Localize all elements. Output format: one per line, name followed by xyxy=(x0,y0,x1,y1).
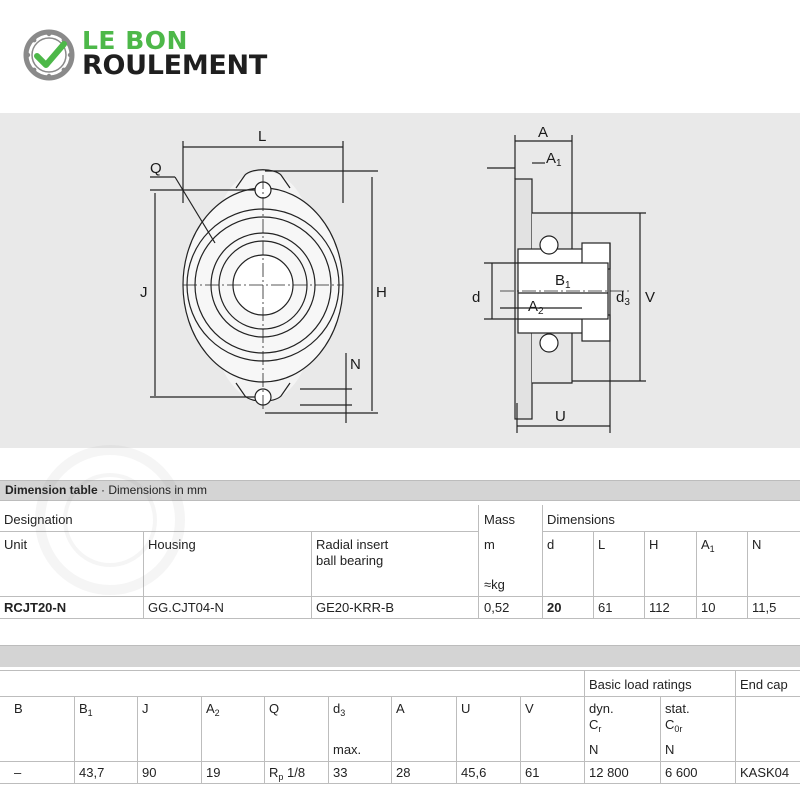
header-mass: Mass xyxy=(484,512,516,527)
table-title-bold: Dimension table xyxy=(5,483,98,497)
divider xyxy=(0,618,800,619)
header-d: d xyxy=(547,537,555,552)
dim-label-A2: $A_2$ xyxy=(528,298,544,317)
header-A1: $A_1$ xyxy=(701,537,715,554)
cell-C0r: 6 600 xyxy=(665,765,698,780)
header-C0r-unit: N xyxy=(665,742,675,757)
header-A: A xyxy=(396,701,405,716)
cell-d: 20 xyxy=(547,600,562,615)
cell-H: 112 xyxy=(649,600,670,615)
cell-mass: 0,52 xyxy=(484,600,510,615)
cell-N: 11,5 xyxy=(752,600,777,615)
header-load-ratings: Basic load ratings xyxy=(589,677,692,692)
cell-unit: RCJT20-N xyxy=(4,600,67,615)
header-end-cap: End cap xyxy=(740,677,788,692)
dim-label-N: N xyxy=(350,356,361,373)
cell-insert: GE20-KRR-B xyxy=(316,600,395,615)
technical-drawing xyxy=(0,113,800,448)
drawing-svg xyxy=(0,113,800,448)
divider xyxy=(478,505,479,618)
header-B1: $B_1$ xyxy=(79,701,93,718)
header-housing: Housing xyxy=(148,537,196,552)
header-H: H xyxy=(649,537,659,552)
cell-V: 61 xyxy=(525,765,540,780)
header-V: V xyxy=(525,701,534,716)
header-Q: Q xyxy=(269,701,280,716)
cell-L: 61 xyxy=(598,600,613,615)
brand-logo xyxy=(22,26,302,86)
table-separator-bar xyxy=(0,645,800,667)
cell-A2: 19 xyxy=(206,765,221,780)
divider xyxy=(0,696,800,697)
divider xyxy=(542,531,800,532)
header-d3-max: max. xyxy=(333,742,362,757)
divider xyxy=(0,670,800,671)
header-kg: ≈kg xyxy=(484,577,505,592)
header-dyn: dyn. xyxy=(589,701,614,716)
header-A2: $A_2$ xyxy=(206,701,220,718)
header-C0r: $C_{0r}$ xyxy=(665,717,683,734)
divider xyxy=(0,783,800,784)
dim-label-L: L xyxy=(258,128,267,145)
brand-name-line2: ROULEMENT xyxy=(82,50,267,81)
divider xyxy=(0,596,800,597)
header-insert-line2: ball bearing xyxy=(316,553,384,568)
cell-end-cap: KASK04 xyxy=(740,765,790,780)
dim-label-d: d xyxy=(472,289,481,306)
header-U: U xyxy=(461,701,471,716)
divider xyxy=(0,761,800,762)
header-L: L xyxy=(598,537,606,552)
cell-J: 90 xyxy=(142,765,157,780)
bearing-checkmark-icon xyxy=(22,28,76,82)
header-m: m xyxy=(484,537,495,552)
cell-d3: 33 xyxy=(333,765,348,780)
header-designation: Designation xyxy=(4,512,73,527)
cell-B1: 43,7 xyxy=(79,765,105,780)
header-dimensions: Dimensions xyxy=(547,512,615,527)
divider xyxy=(0,531,478,532)
header-B: B xyxy=(14,701,23,716)
header-N: N xyxy=(752,537,762,552)
table-title-rest: · Dimensions in mm xyxy=(97,483,208,497)
dim-label-d3: $d_3$ xyxy=(616,289,630,308)
cell-B: – xyxy=(14,765,22,780)
cell-housing: GG.CJT04-N xyxy=(148,600,224,615)
dim-label-A: A xyxy=(538,124,549,141)
dim-label-J: J xyxy=(140,284,148,301)
dimension-table-title xyxy=(0,480,800,501)
cell-Q: $R_p$ 1/8 xyxy=(269,765,306,782)
dim-label-U: U xyxy=(555,408,566,425)
header-J: J xyxy=(142,701,149,716)
header-Cr-unit: N xyxy=(589,742,599,757)
header-insert-line1: Radial insert xyxy=(316,537,389,552)
dim-label-A1: $A_1$ xyxy=(546,150,562,169)
dim-label-B1: $B_1$ xyxy=(555,272,571,291)
dim-label-H: H xyxy=(376,284,387,301)
header-Cr: $C_r$ xyxy=(589,717,602,734)
cell-A1: 10 xyxy=(701,600,716,615)
brand-name-line1: LE BON xyxy=(82,26,188,55)
dim-label-V: V xyxy=(645,289,656,306)
header-stat: stat. xyxy=(665,701,690,716)
dim-label-Q: Q xyxy=(150,160,162,177)
header-unit: Unit xyxy=(4,537,28,552)
cell-U: 45,6 xyxy=(461,765,487,780)
cell-Cr: 12 800 xyxy=(589,765,629,780)
cell-A: 28 xyxy=(396,765,411,780)
header-d3: $d_3$ xyxy=(333,701,346,718)
